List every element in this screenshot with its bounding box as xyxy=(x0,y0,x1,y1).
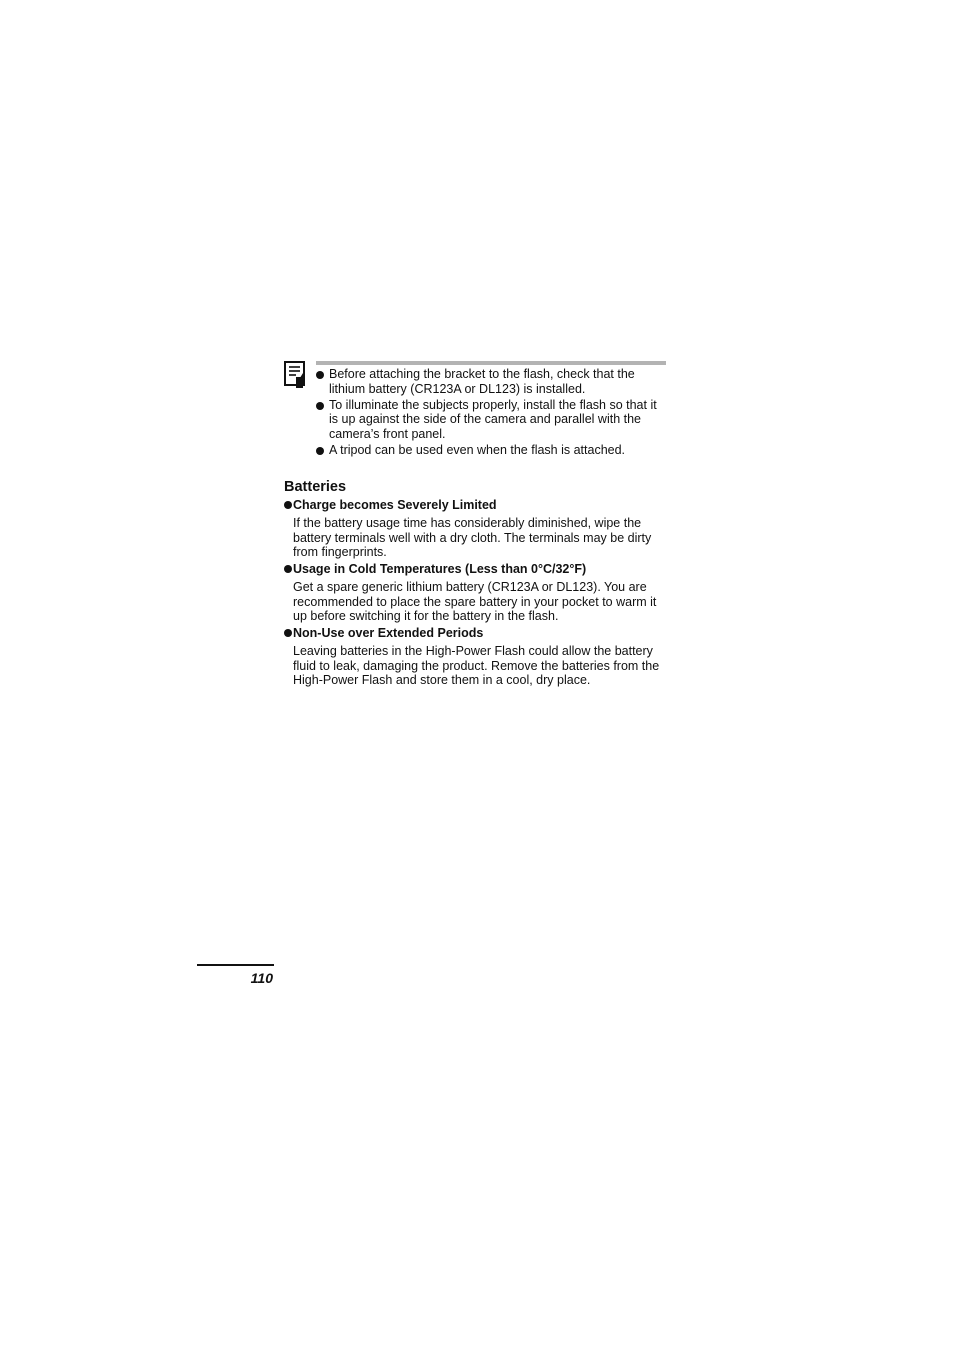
subsection-body: If the battery usage time has considerably diminished, wipe the battery terminals well with a dry cloth. The terminals may be dirty from fingerprints. xyxy=(293,516,652,560)
bullet-icon xyxy=(284,565,292,573)
note-item-text: A tripod can be used even when the flash is attached. xyxy=(329,442,626,457)
note-item xyxy=(316,443,668,458)
battery-subsection-charge xyxy=(284,498,668,560)
bullet-icon xyxy=(316,447,324,455)
bullet-icon xyxy=(284,501,292,509)
subsection-heading xyxy=(284,562,668,577)
note-list xyxy=(316,367,668,459)
subsection-heading-text: Usage in Cold Temperatures (Less than 0°C/32°F) xyxy=(293,562,587,576)
note-item xyxy=(316,398,668,442)
bullet-icon xyxy=(284,629,292,637)
bullet-icon xyxy=(316,402,324,410)
bullet-icon xyxy=(316,371,324,379)
memo-note-icon xyxy=(284,361,308,389)
subsection-body: Leaving batteries in the High-Power Flash could allow the battery fluid to leak, damaging the product. Remove the batteries from the High-Power Flash and store them in a cool, dry place. xyxy=(293,644,660,688)
subsection-heading xyxy=(284,498,668,513)
subsection-body: Get a spare generic lithium battery (CR123A or DL123). You are recommended to place the spare battery in your pocket to warm it up before switching it for the battery in the flash. xyxy=(293,580,657,624)
batteries-heading: Batteries xyxy=(284,479,347,495)
footer-rule xyxy=(197,964,274,966)
note-item-text: Before attaching the bracket to the flash, check that the lithium battery (CR123A or DL123) is installed. xyxy=(329,367,635,396)
battery-subsection-non-use xyxy=(284,626,668,688)
note-header-bar xyxy=(316,361,666,365)
subsection-heading xyxy=(284,626,668,641)
note-item-text: To illuminate the subjects properly, install the flash so that it is up against the side of the camera and parallel with the camera’s front panel. xyxy=(329,397,657,441)
subsection-heading-text: Charge becomes Severely Limited xyxy=(293,498,497,512)
battery-subsection-cold xyxy=(284,562,668,624)
page-number: 110 xyxy=(250,970,273,986)
subsection-heading-text: Non-Use over Extended Periods xyxy=(293,626,484,640)
note-item xyxy=(316,367,668,396)
